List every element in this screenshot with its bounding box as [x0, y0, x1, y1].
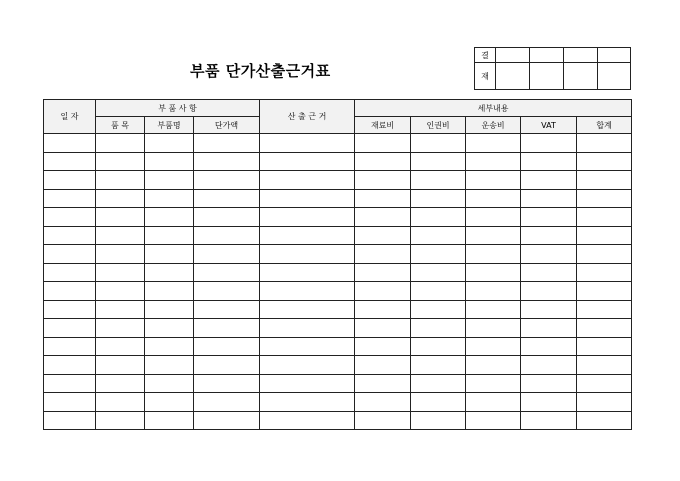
cell-material-cost[interactable] [355, 411, 411, 430]
cell-item[interactable] [96, 208, 145, 227]
cell-shipping-cost[interactable] [466, 393, 521, 412]
cell-unit-price[interactable] [194, 189, 260, 208]
header-item: 품 목 [96, 117, 145, 134]
cell-total[interactable] [577, 282, 632, 301]
header-part-group: 부 품 사 항 [96, 100, 260, 117]
cell-total[interactable] [577, 337, 632, 356]
cell-labor-cost[interactable] [411, 356, 466, 375]
cell-labor-cost[interactable] [411, 226, 466, 245]
cell-vat[interactable] [521, 319, 577, 338]
cell-basis[interactable] [260, 245, 355, 264]
cell-unit-price[interactable] [194, 356, 260, 375]
cell-date[interactable] [44, 393, 96, 412]
cell-date[interactable] [44, 282, 96, 301]
cell-part-name[interactable] [145, 134, 194, 153]
cell-shipping-cost[interactable] [466, 319, 521, 338]
cell-labor-cost[interactable] [411, 319, 466, 338]
table-row [44, 171, 632, 190]
cell-part-name[interactable] [145, 208, 194, 227]
cell-labor-cost[interactable] [411, 393, 466, 412]
cell-vat[interactable] [521, 134, 577, 153]
cell-shipping-cost[interactable] [466, 411, 521, 430]
cell-material-cost[interactable] [355, 208, 411, 227]
cell-shipping-cost[interactable] [466, 245, 521, 264]
cell-shipping-cost[interactable] [466, 226, 521, 245]
cell-labor-cost[interactable] [411, 134, 466, 153]
cell-basis[interactable] [260, 171, 355, 190]
cell-part-name[interactable] [145, 300, 194, 319]
cell-labor-cost[interactable] [411, 171, 466, 190]
cell-part-name[interactable] [145, 319, 194, 338]
approval-label-2: 재 [475, 63, 496, 90]
header-date: 일 자 [44, 100, 96, 134]
cell-total[interactable] [577, 208, 632, 227]
cell-shipping-cost[interactable] [466, 282, 521, 301]
cell-material-cost[interactable] [355, 300, 411, 319]
table-row [44, 337, 632, 356]
cell-labor-cost[interactable] [411, 245, 466, 264]
cell-part-name[interactable] [145, 356, 194, 375]
cell-date[interactable] [44, 374, 96, 393]
cell-part-name[interactable] [145, 245, 194, 264]
cell-material-cost[interactable] [355, 356, 411, 375]
cell-total[interactable] [577, 152, 632, 171]
cell-unit-price[interactable] [194, 263, 260, 282]
cell-labor-cost[interactable] [411, 152, 466, 171]
cell-basis[interactable] [260, 152, 355, 171]
table-row [44, 226, 632, 245]
cell-vat[interactable] [521, 411, 577, 430]
header-unit-price: 단가액 [194, 117, 260, 134]
cell-vat[interactable] [521, 337, 577, 356]
approval-title-cell[interactable] [530, 48, 564, 63]
cell-unit-price[interactable] [194, 393, 260, 412]
cell-material-cost[interactable] [355, 282, 411, 301]
table-row [44, 263, 632, 282]
cell-item[interactable] [96, 393, 145, 412]
cell-labor-cost[interactable] [411, 282, 466, 301]
cell-labor-cost[interactable] [411, 208, 466, 227]
document-title: 부품 단가산출근거표 [190, 62, 331, 80]
table-row [44, 356, 632, 375]
cell-unit-price[interactable] [194, 245, 260, 264]
cell-basis[interactable] [260, 356, 355, 375]
cell-date[interactable] [44, 337, 96, 356]
cell-total[interactable] [577, 356, 632, 375]
cell-part-name[interactable] [145, 226, 194, 245]
header-part-name: 부품명 [145, 117, 194, 134]
cell-part-name[interactable] [145, 374, 194, 393]
approval-label-1: 결 [475, 48, 496, 63]
cell-basis[interactable] [260, 226, 355, 245]
cell-item[interactable] [96, 226, 145, 245]
approval-title-cell[interactable] [564, 48, 598, 63]
approval-title-cell[interactable] [598, 48, 631, 63]
cell-part-name[interactable] [145, 282, 194, 301]
cell-date[interactable] [44, 319, 96, 338]
cell-total[interactable] [577, 189, 632, 208]
cell-vat[interactable] [521, 282, 577, 301]
cell-date[interactable] [44, 171, 96, 190]
cell-item[interactable] [96, 411, 145, 430]
cell-material-cost[interactable] [355, 134, 411, 153]
cell-labor-cost[interactable] [411, 189, 466, 208]
cell-basis[interactable] [260, 263, 355, 282]
cell-item[interactable] [96, 337, 145, 356]
cost-basis-table [43, 99, 632, 430]
cell-vat[interactable] [521, 152, 577, 171]
cell-shipping-cost[interactable] [466, 374, 521, 393]
cell-date[interactable] [44, 300, 96, 319]
cell-unit-price[interactable] [194, 337, 260, 356]
table-row [44, 411, 632, 430]
cell-part-name[interactable] [145, 189, 194, 208]
header-vat: VAT [521, 117, 577, 134]
cell-basis[interactable] [260, 282, 355, 301]
cell-basis[interactable] [260, 208, 355, 227]
cell-labor-cost[interactable] [411, 411, 466, 430]
cell-unit-price[interactable] [194, 152, 260, 171]
cell-item[interactable] [96, 356, 145, 375]
cell-item[interactable] [96, 245, 145, 264]
table-row [44, 152, 632, 171]
cell-basis[interactable] [260, 411, 355, 430]
cell-date[interactable] [44, 245, 96, 264]
cell-item[interactable] [96, 319, 145, 338]
cell-vat[interactable] [521, 300, 577, 319]
approval-sign-cell[interactable] [564, 63, 598, 90]
cell-total[interactable] [577, 319, 632, 338]
cell-unit-price[interactable] [194, 411, 260, 430]
table-body [44, 134, 632, 430]
cell-total[interactable] [577, 374, 632, 393]
cell-date[interactable] [44, 134, 96, 153]
header-detail-group: 세부내용 [355, 100, 632, 117]
cell-part-name[interactable] [145, 263, 194, 282]
table-row [44, 300, 632, 319]
cell-date[interactable] [44, 411, 96, 430]
cell-shipping-cost[interactable] [466, 134, 521, 153]
cell-vat[interactable] [521, 208, 577, 227]
cell-basis[interactable] [260, 319, 355, 338]
cell-item[interactable] [96, 374, 145, 393]
cell-unit-price[interactable] [194, 300, 260, 319]
table-row [44, 374, 632, 393]
cell-unit-price[interactable] [194, 208, 260, 227]
cell-vat[interactable] [521, 171, 577, 190]
cell-unit-price[interactable] [194, 226, 260, 245]
table-row [44, 208, 632, 227]
cell-date[interactable] [44, 189, 96, 208]
cell-shipping-cost[interactable] [466, 300, 521, 319]
table-row [44, 282, 632, 301]
cell-item[interactable] [96, 134, 145, 153]
header-basis: 산 출 근 거 [260, 100, 355, 134]
cell-shipping-cost[interactable] [466, 208, 521, 227]
header-labor-cost: 인권비 [411, 117, 466, 134]
cell-date[interactable] [44, 226, 96, 245]
cell-labor-cost[interactable] [411, 263, 466, 282]
cell-vat[interactable] [521, 226, 577, 245]
approval-sign-cell[interactable] [496, 63, 530, 90]
cell-material-cost[interactable] [355, 226, 411, 245]
cell-material-cost[interactable] [355, 245, 411, 264]
cell-total[interactable] [577, 300, 632, 319]
cell-date[interactable] [44, 356, 96, 375]
cell-total[interactable] [577, 226, 632, 245]
cell-material-cost[interactable] [355, 337, 411, 356]
approval-box [474, 47, 631, 90]
table-row [44, 319, 632, 338]
cell-total[interactable] [577, 245, 632, 264]
cell-material-cost[interactable] [355, 152, 411, 171]
cell-vat[interactable] [521, 393, 577, 412]
cell-material-cost[interactable] [355, 189, 411, 208]
cell-unit-price[interactable] [194, 282, 260, 301]
cell-shipping-cost[interactable] [466, 152, 521, 171]
cell-vat[interactable] [521, 374, 577, 393]
cell-date[interactable] [44, 208, 96, 227]
cell-vat[interactable] [521, 263, 577, 282]
cell-vat[interactable] [521, 356, 577, 375]
cell-basis[interactable] [260, 300, 355, 319]
cell-shipping-cost[interactable] [466, 171, 521, 190]
table-row [44, 393, 632, 412]
cell-item[interactable] [96, 263, 145, 282]
approval-sign-cell[interactable] [598, 63, 631, 90]
cell-shipping-cost[interactable] [466, 189, 521, 208]
approval-title-cell[interactable] [496, 48, 530, 63]
table-row [44, 245, 632, 264]
cell-total[interactable] [577, 171, 632, 190]
cell-item[interactable] [96, 171, 145, 190]
cell-unit-price[interactable] [194, 134, 260, 153]
header-total: 합계 [577, 117, 632, 134]
cell-part-name[interactable] [145, 411, 194, 430]
cell-shipping-cost[interactable] [466, 356, 521, 375]
cell-basis[interactable] [260, 337, 355, 356]
cell-total[interactable] [577, 393, 632, 412]
cell-part-name[interactable] [145, 393, 194, 412]
cell-material-cost[interactable] [355, 171, 411, 190]
cell-item[interactable] [96, 189, 145, 208]
cell-unit-price[interactable] [194, 319, 260, 338]
cell-basis[interactable] [260, 393, 355, 412]
cell-date[interactable] [44, 152, 96, 171]
cell-vat[interactable] [521, 245, 577, 264]
cell-total[interactable] [577, 263, 632, 282]
cell-material-cost[interactable] [355, 393, 411, 412]
cell-item[interactable] [96, 282, 145, 301]
cell-total[interactable] [577, 411, 632, 430]
cell-basis[interactable] [260, 189, 355, 208]
table-row [44, 189, 632, 208]
table-row [44, 134, 632, 153]
cell-unit-price[interactable] [194, 171, 260, 190]
cell-material-cost[interactable] [355, 263, 411, 282]
header-material-cost: 재료비 [355, 117, 411, 134]
cell-material-cost[interactable] [355, 374, 411, 393]
cell-total[interactable] [577, 134, 632, 153]
header-shipping-cost: 운송비 [466, 117, 521, 134]
cell-part-name[interactable] [145, 152, 194, 171]
cell-vat[interactable] [521, 189, 577, 208]
cell-part-name[interactable] [145, 337, 194, 356]
cell-basis[interactable] [260, 374, 355, 393]
cell-labor-cost[interactable] [411, 337, 466, 356]
cell-labor-cost[interactable] [411, 374, 466, 393]
cell-item[interactable] [96, 152, 145, 171]
cell-item[interactable] [96, 300, 145, 319]
cell-shipping-cost[interactable] [466, 263, 521, 282]
cell-part-name[interactable] [145, 171, 194, 190]
cell-material-cost[interactable] [355, 319, 411, 338]
cell-unit-price[interactable] [194, 374, 260, 393]
cell-shipping-cost[interactable] [466, 337, 521, 356]
cell-labor-cost[interactable] [411, 300, 466, 319]
cell-basis[interactable] [260, 134, 355, 153]
approval-sign-cell[interactable] [530, 63, 564, 90]
cell-date[interactable] [44, 263, 96, 282]
